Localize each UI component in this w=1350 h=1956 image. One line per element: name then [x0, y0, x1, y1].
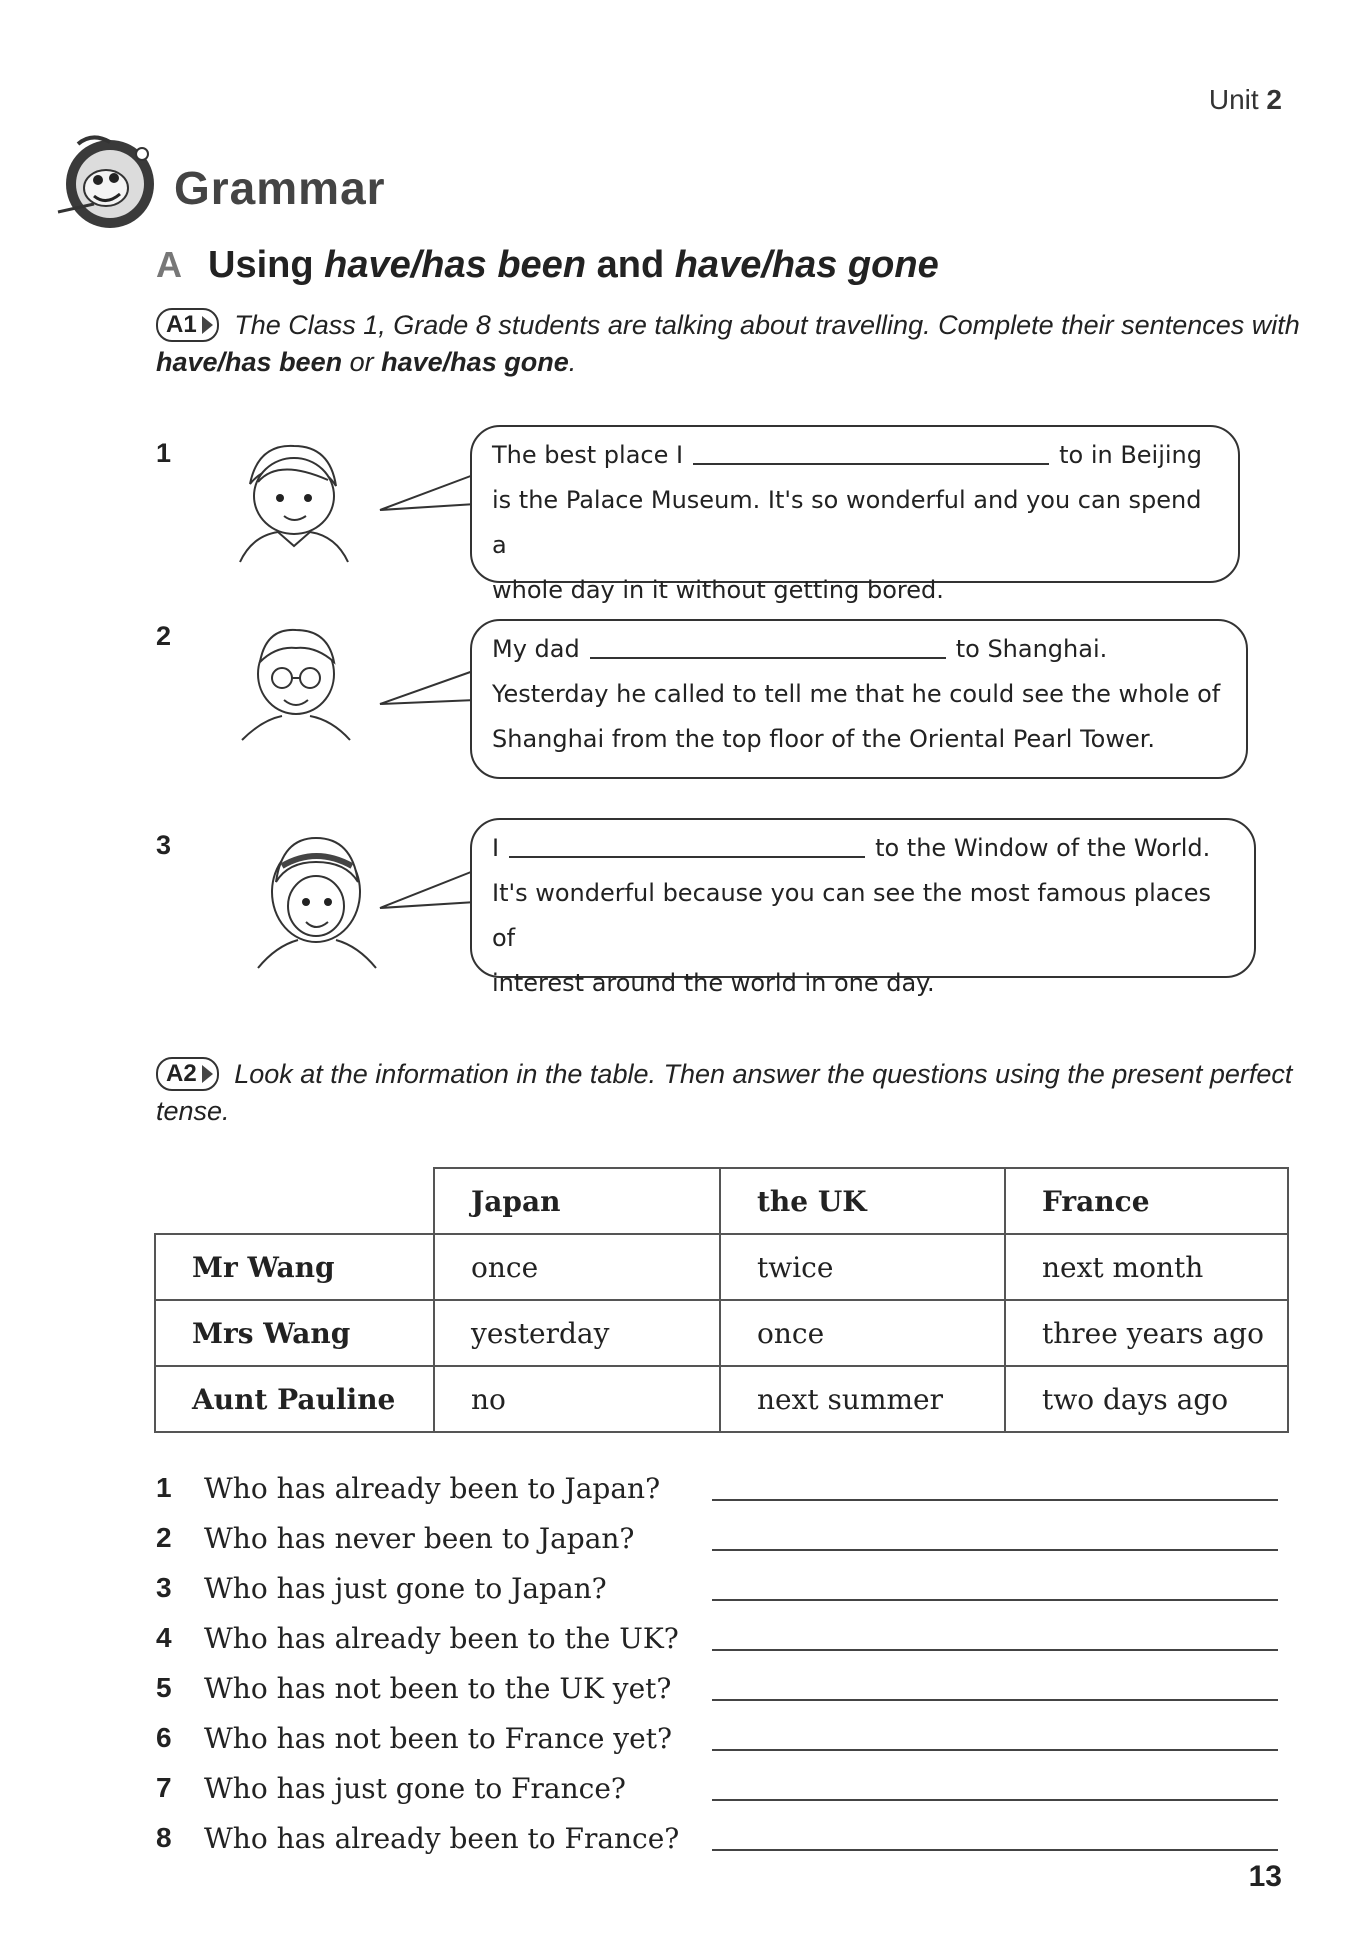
question-item: 2 Who has never been to Japan?: [156, 1513, 1276, 1563]
grammar-title: Grammar: [174, 162, 386, 214]
question-item: 4 Who has already been to the UK?: [156, 1613, 1276, 1663]
answer-line[interactable]: [712, 1799, 1278, 1801]
column-header: France: [1005, 1168, 1288, 1234]
answer-blank[interactable]: [509, 830, 865, 858]
column-header: the UK: [720, 1168, 1005, 1234]
exercise-number: 1: [156, 438, 172, 468]
speech-bubble-1: The best place I to in Beijing is the Palace Museum. It's so wonderful and you can spend a whole day in it without getting bored.: [470, 425, 1240, 583]
table-cell: yesterday: [434, 1300, 720, 1366]
a2-badge: A2: [156, 1057, 219, 1091]
answer-line[interactable]: [712, 1549, 1278, 1551]
table-cell: once: [720, 1300, 1005, 1366]
table-corner: [155, 1168, 434, 1234]
a1-badge: A1: [156, 308, 219, 342]
exercise-number: 2: [156, 621, 172, 651]
play-triangle-icon: [202, 316, 213, 334]
answer-line[interactable]: [712, 1649, 1278, 1651]
table-cell: next month: [1005, 1234, 1288, 1300]
exercise-number: 3: [156, 830, 172, 860]
table-cell: two days ago: [1005, 1366, 1288, 1432]
page-number: 13: [1248, 1860, 1282, 1893]
speech-bubble-tail: [378, 866, 478, 916]
table-row: [155, 1366, 1288, 1432]
answer-line[interactable]: [712, 1699, 1278, 1701]
row-header: Mr Wang: [155, 1234, 434, 1300]
section-title: A Using have/has been and have/has gone: [156, 244, 939, 286]
speech-bubble-2: My dad to Shanghai. Yesterday he called to tell me that he could see the whole of Shanghai from the top floor of the Oriental Pearl Tower.: [470, 619, 1248, 779]
a1-instruction: A1 The Class 1, Grade 8 students are talking about travelling. Complete their sentences with have/has been or have/has gone.: [156, 310, 1300, 377]
question-item: 6 Who has not been to France yet?: [156, 1713, 1276, 1763]
speech-bubble-tail: [378, 470, 478, 520]
table-row: [155, 1234, 1288, 1300]
answer-blank[interactable]: [590, 631, 946, 659]
table-cell: three years ago: [1005, 1300, 1288, 1366]
answer-blank[interactable]: [693, 437, 1049, 465]
table-cell: twice: [720, 1234, 1005, 1300]
column-header: Japan: [434, 1168, 720, 1234]
row-header: Mrs Wang: [155, 1300, 434, 1366]
section-letter: A: [156, 244, 182, 285]
table-row: [155, 1300, 1288, 1366]
row-header: Aunt Pauline: [155, 1366, 434, 1432]
travel-info-table: [154, 1167, 1289, 1433]
answer-line[interactable]: [712, 1599, 1278, 1601]
speech-bubble-tail: [378, 666, 478, 716]
grammar-mascot-icon: [48, 128, 168, 238]
question-list: [156, 1463, 1276, 1863]
table-cell: once: [434, 1234, 720, 1300]
boy-glasses-face-icon: [236, 616, 356, 744]
girl-face-icon: [254, 822, 380, 972]
table-header-row: [155, 1168, 1288, 1234]
a2-instruction: A2 Look at the information in the table. Then answer the questions using the present perfect tense.: [156, 1059, 1293, 1126]
table-cell: no: [434, 1366, 720, 1432]
question-item: 7 Who has just gone to France?: [156, 1763, 1276, 1813]
question-item: 5 Who has not been to the UK yet?: [156, 1663, 1276, 1713]
answer-line[interactable]: [712, 1849, 1278, 1851]
question-item: 3 Who has just gone to Japan?: [156, 1563, 1276, 1613]
answer-line[interactable]: [712, 1749, 1278, 1751]
unit-number: 2: [1266, 84, 1282, 115]
grammar-header: [48, 128, 386, 238]
question-item: 1 Who has already been to Japan?: [156, 1463, 1276, 1513]
table-cell: next summer: [720, 1366, 1005, 1432]
boy-face-icon: [228, 436, 358, 566]
answer-line[interactable]: [712, 1499, 1278, 1501]
speech-bubble-3: I to the Window of the World. It's wonderful because you can see the most famous places of interest around the world in one day.: [470, 818, 1256, 978]
unit-label: Unit 2: [1208, 84, 1282, 115]
question-item: 8 Who has already been to France?: [156, 1813, 1276, 1863]
play-triangle-icon: [202, 1065, 213, 1083]
